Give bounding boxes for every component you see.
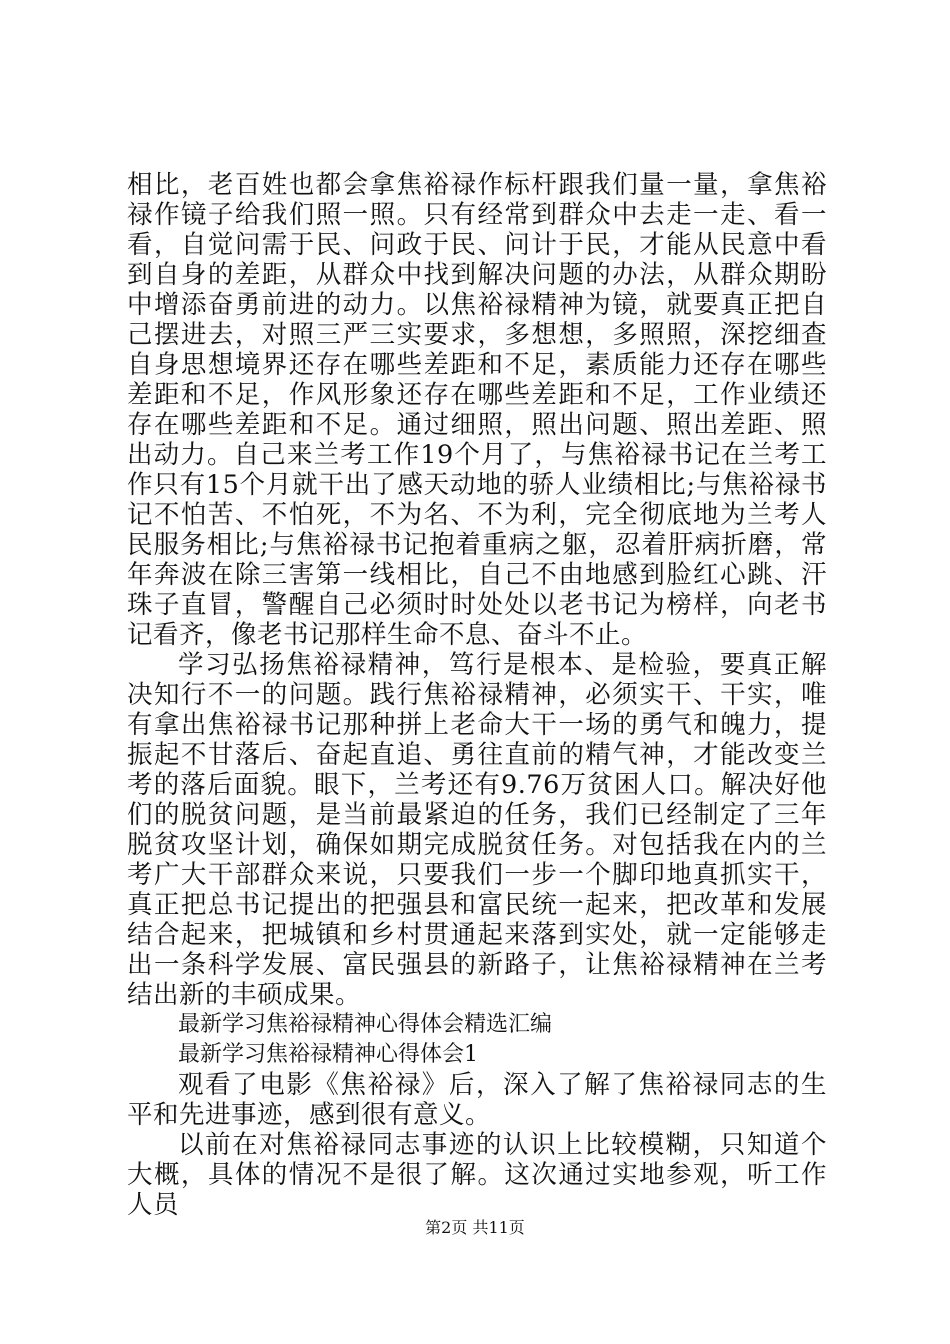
body-paragraph-1: 相比，老百姓也都会拿焦裕禄作标杆跟我们量一量，拿焦裕禄作镜子给我们照一照。只有经常到群众中去走一走、看一看，自觉问需于民、问政于民、问计于民，才能从民意中看到自身的差距，从群众中找到解决问题的办法，从群众期盼中增添奋勇前进的动力。以焦裕禄精神为镜，就要真正把自己摆进去，对照三严三实要求，多想想，多照照，深挖细查自身思想境界还存在哪些差距和不足，素质能力还存在哪些差距和不足，作风形象还存在哪些差距和不足，工作业绩还存在哪些差距和不足。通过细照，照出问题、照出差距、照出动力。自己来兰考工作19个月了，与焦裕禄书记在兰考工作只有15个月就干出了感天动地的骄人业绩相比;与焦裕禄书记不怕苦、不怕死，不为名、不为利，完全彻底地为兰考人民服务相比;与焦裕禄书记抱着重病之躯，忍着肝病折磨，常年奔波在除三害第一线相比，自己不由地感到脸红心跳、汗珠子直冒，警醒自己必须时时处处以老书记为榜样，向老书记看齐，像老书记那样生命不息、奋斗不止。 xyxy=(127,170,827,650)
body-paragraph-4: 以前在对焦裕禄同志事迹的认识上比较模糊，只知道个大概，具体的情况不是很了解。这次通过实地参观，听工作人员 xyxy=(127,1130,827,1220)
document-body xyxy=(127,170,827,1220)
body-paragraph-3: 观看了电影《焦裕禄》后，深入了解了焦裕禄同志的生平和先进事迹，感到很有意义。 xyxy=(127,1070,827,1130)
body-paragraph-2: 学习弘扬焦裕禄精神，笃行是根本、是检验，要真正解决知行不一的问题。践行焦裕禄精神，必须实干、干实，唯有拿出焦裕禄书记那种拼上老命大干一场的勇气和魄力，提振起不甘落后、奋起直追、勇往直前的精气神，才能改变兰考的落后面貌。眼下，兰考还有9.76万贫困人口。解决好他们的脱贫问题，是当前最紧迫的任务，我们已经制定了三年脱贫攻坚计划，确保如期完成脱贫任务。对包括我在内的兰考广大干部群众来说，只要我们一步一个脚印地真抓实干，真正把总书记提出的把强县和富民统一起来，把改革和发展结合起来，把城镇和乡村贯通起来落到实处，就一定能够走出一条科学发展、富民强县的新路子，让焦裕禄精神在兰考结出新的丰硕成果。 xyxy=(127,650,827,1010)
section-heading-compilation: 最新学习焦裕禄精神心得体会精选汇编 xyxy=(178,1012,553,1037)
section-heading-part-1: 最新学习焦裕禄精神心得体会1 xyxy=(178,1042,478,1067)
page-number-footer: 第2页 共11页 xyxy=(425,1218,525,1237)
